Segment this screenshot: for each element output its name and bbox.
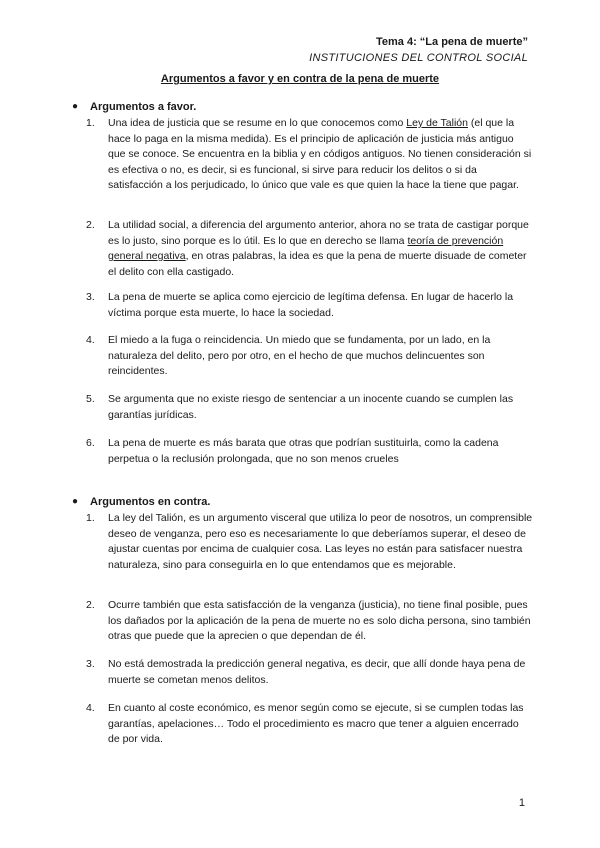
prevencion-general-term: teoría de prevención general negativa (108, 234, 504, 262)
item-number: 1. (86, 117, 95, 129)
item-number: 1. (86, 512, 95, 524)
item-text: El miedo a la fuga o reincidencia. Un miedo que se fundamenta, por un lado, en la naturaleza del delito, pero por otro, en el hecho de que muchos delincuentes son reincidentes. (108, 334, 491, 377)
item-number: 3. (86, 658, 95, 670)
item-text: La pena de muerte se aplica como ejercicio de legítima defensa. En lugar de hacerlo la víctima porque esta muerte, lo hace la sociedad. (108, 291, 514, 319)
item-text: La utilidad social, a diferencia del argumento anterior, ahora no se trata de castigar porque es lo justo, sino porque es lo útil. Es lo que en derecho se llama (108, 219, 529, 247)
header-subject: INSTITUCIONES DEL CONTROL SOCIAL (309, 52, 528, 64)
list-item-favor-2 (86, 218, 533, 280)
item-text: Se argumenta que no existe riesgo de sentenciar a un inocente cuando se cumplen las garantías jurídicas. (108, 393, 514, 421)
list-item-favor-5 (86, 392, 533, 423)
item-text: (el que la hace lo paga en la misma medida). Es el principio de aplicación de justicia más antiguo que se conoce. Se encuentra en la biblia y en códigos antiguos. No tienen consideración si es efectiva o no, es decir, si es funcional, si sirve para reducir los delitos o si da satisfacción a los perjudicado, lo único que vale es que quien la hace la tiene que pagar. (108, 117, 532, 191)
list-item-favor-3 (86, 290, 533, 321)
document-title: Argumentos a favor y en contra de la pena de muerte (160, 73, 440, 85)
item-text: En cuanto al coste económico, es menor según como se ejecute, si se cumplen todas las garantías, apelaciones… Todo el procedimiento es macro que tener a alguien encerrado de por vida. (108, 702, 524, 745)
item-number: 2. (86, 219, 95, 231)
item-number: 4. (86, 702, 95, 714)
bullet-icon: ● (72, 101, 79, 112)
header-topic: Tema 4: “La pena de muerte” (375, 36, 528, 48)
item-text: , en otras palabras, la idea es que la pena de muerte disuade de cometer el delito con ella castigado. (108, 250, 527, 278)
item-text: Una idea de justicia que se resume en lo que conocemos como (108, 117, 407, 129)
section-heading-text: Argumentos en contra. (90, 496, 211, 508)
list-item-favor-6 (86, 436, 533, 467)
list-item-favor-4 (86, 333, 533, 380)
list-item-contra-1 (86, 511, 533, 573)
ley-de-talion-term: Ley de Talión (406, 117, 468, 129)
item-text: Ocurre también que esta satisfacción de la venganza (justicia), no tiene final posible, pues los dañados por la aplicación de la pena de muerte no es solo dicha persona, sino también otras que puede que la aprecien o que dependan de él. (108, 599, 531, 642)
list-item-contra-3 (86, 657, 533, 688)
list-item-contra-4 (86, 701, 533, 748)
list-item-favor-1 (86, 116, 533, 194)
item-number: 3. (86, 291, 95, 303)
section-heading-text: Argumentos a favor. (90, 101, 197, 113)
item-text: No está demostrada la predicción general negativa, es decir, que allí donde haya pena de muerte se cometan menos delitos. (108, 658, 526, 686)
item-number: 6. (86, 437, 95, 449)
page-number: 1 (518, 797, 525, 809)
item-number: 5. (86, 393, 95, 405)
item-text: La ley del Talión, es un argumento visceral que utiliza lo peor de nosotros, un comprensible deseo de venganza, pero eso es necesariamente lo que deberíamos superar, el deseo de ajustar cuentas por encima de cualquier cosa. Las leyes no están para satisfacer nuestra naturaleza, sino para conseguirla en lo que entendamos que es mejorable. (108, 512, 533, 571)
item-text: La pena de muerte es más barata que otras que podrían sustituirla, como la cadena perpetua o la reclusión prolongada, que no son menos crueles (108, 437, 499, 465)
section-heading-contra (72, 496, 211, 508)
bullet-icon: ● (72, 496, 79, 507)
list-item-contra-2 (86, 598, 533, 645)
item-number: 2. (86, 599, 95, 611)
section-heading-favor (72, 101, 197, 113)
item-number: 4. (86, 334, 95, 346)
